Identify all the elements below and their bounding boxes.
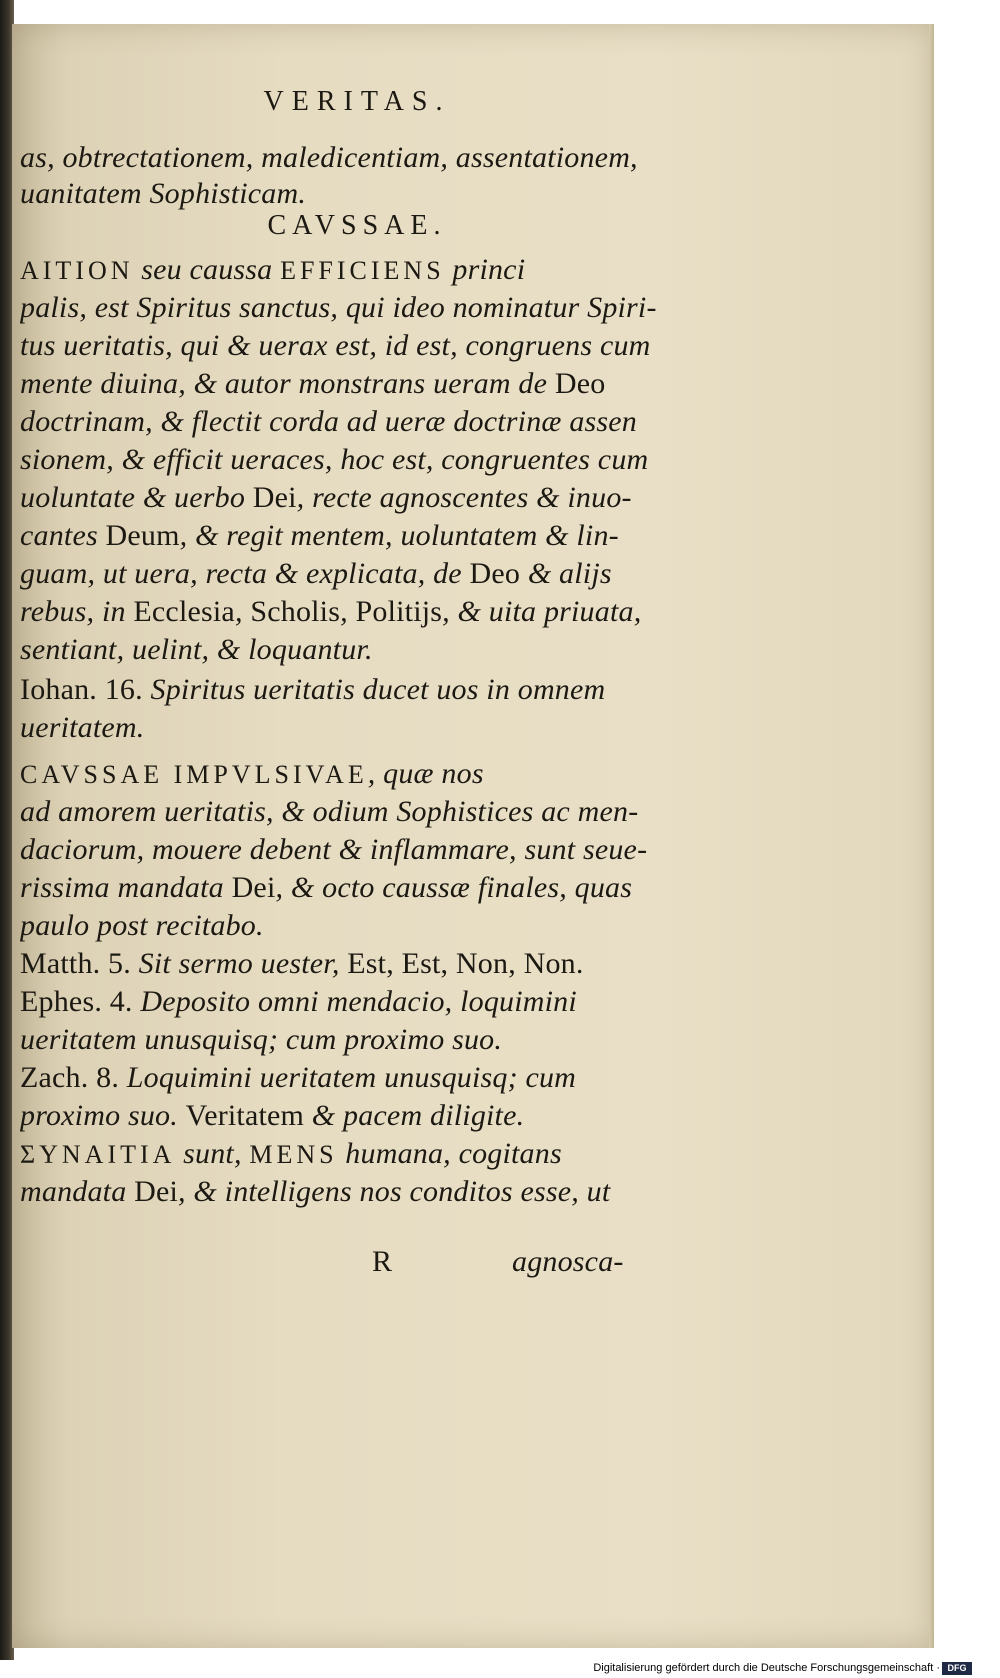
small-caps-word: ΣΥΝΑΙΤΙΑ (20, 1140, 176, 1169)
running-head: VERITAS. (263, 86, 451, 117)
text-line (20, 1096, 710, 1136)
italic-run: as, obtrectationem, maledicentiam, assentationem, (20, 141, 638, 174)
text-line (20, 516, 710, 556)
italic-run: , (340, 595, 356, 628)
text-line (20, 868, 710, 908)
roman-word: Ecclesia (133, 595, 235, 628)
text-line (20, 670, 710, 710)
italic-run: princi (444, 253, 526, 286)
roman-word: Ephes. 4. (20, 985, 133, 1018)
text-line (20, 1172, 710, 1212)
roman-word: Dei (231, 871, 276, 904)
roman-word: Scholis (250, 595, 341, 628)
italic-run: sionem, & efficit ueraces, hoc est, congruentes cum (20, 443, 649, 476)
italic-run: ueritatem. (20, 711, 145, 744)
text-line (20, 554, 710, 594)
italic-run: rebus, in (20, 595, 134, 628)
italic-run: mente diuina, & autor monstrans ueram de (20, 367, 555, 400)
small-caps-word: EFFICIENS (280, 256, 445, 285)
text-line (20, 792, 710, 832)
text-line (20, 364, 710, 404)
roman-word: Deo (469, 557, 521, 590)
text-line (20, 1134, 710, 1174)
text-line (20, 982, 710, 1022)
text-line (20, 830, 710, 870)
italic-run: Spiritus ueritatis ducet uos in omnem (142, 673, 606, 706)
italic-run: Sit sermo uester, (130, 947, 348, 980)
italic-run: rissima mandata (20, 871, 232, 904)
dfg-logo: DFG (942, 1662, 972, 1675)
italic-run: uoluntate & uerbo (20, 481, 253, 514)
roman-word: Deum (105, 519, 180, 552)
roman-word: Iohan. 16. (20, 673, 143, 706)
text-line (20, 288, 710, 328)
italic-run: cantes (20, 519, 106, 552)
italic-run: , quæ nos (367, 757, 484, 790)
roman-word: Matth. 5. (20, 947, 131, 980)
italic-run: daciorum, mouere debent & inflammare, sunt seue- (20, 833, 648, 866)
italic-run: , & octo caussæ finales, quas (275, 871, 633, 904)
italic-run: uanitatem Sophisticam. (20, 177, 307, 210)
book-page (12, 24, 934, 1648)
heading-causae: CAVSSAE. (267, 210, 447, 241)
italic-run: , & uita priuata, (442, 595, 642, 628)
italic-run: proximo suo. (20, 1099, 186, 1132)
roman-word: Dei (252, 481, 297, 514)
text-line (20, 250, 710, 290)
italic-run: ueritatem unusquisq; cum proximo suo. (20, 1023, 503, 1056)
roman-word: Est, Est, Non, Non. (347, 947, 584, 980)
italic-run: mandata (20, 1175, 135, 1208)
italic-run: Deposito omni mendacio, loquimini (132, 985, 577, 1018)
italic-run: Loquimini ueritatem unusquisq; cum (119, 1061, 577, 1094)
roman-word: Zach. 8. (20, 1061, 120, 1094)
roman-word: Deo (554, 367, 606, 400)
italic-run: seu caussa (133, 253, 281, 286)
italic-run: tus ueritatis, qui & uerax est, id est, congruens cum (20, 329, 651, 362)
roman-word: Politijs (355, 595, 443, 628)
roman-word: Dei (134, 1175, 179, 1208)
text-line (20, 708, 710, 748)
italic-run: , (234, 595, 251, 628)
italic-run: paulo post recitabo. (20, 909, 264, 942)
text-line (20, 478, 710, 518)
italic-run: , & regit mentem, uoluntatem & lin- (179, 519, 619, 552)
italic-run: & alijs (520, 557, 612, 590)
footer-note: Digitalisierung gefördert durch die Deutsche Forschungsgemeinschaft · (593, 1662, 940, 1674)
roman-word: Veritatem (185, 1099, 305, 1132)
italic-run: guam, ut uera, recta & explicata, de (20, 557, 470, 590)
italic-run: , recte agnoscentes & inuo- (296, 481, 632, 514)
signature-mark: R (372, 1245, 393, 1278)
small-caps-word: CAVSSAE IMPVLSIVAE (20, 760, 368, 789)
text-line (20, 174, 710, 214)
text-line (20, 906, 710, 946)
italic-run: sentiant, uelint, & loquantur. (20, 633, 373, 666)
text-line (20, 1020, 710, 1060)
italic-run: palis, est Spiritus sanctus, qui ideo nominatur Spiri- (20, 291, 657, 324)
italic-run: ad amorem ueritatis, & odium Sophistices ac men- (20, 795, 639, 828)
small-caps-word: AITION (20, 256, 134, 285)
italic-run: doctrinam, & flectit corda ad ueræ doctrinæ assen (20, 405, 637, 438)
italic-run: , & intelligens nos conditos esse, ut (178, 1175, 611, 1208)
catchword: agnosca- (512, 1245, 624, 1278)
text-line (20, 440, 710, 480)
text-line (20, 944, 710, 984)
italic-run: humana, cogitans (337, 1137, 562, 1170)
text-line (20, 402, 710, 442)
italic-run: & pacem diligite. (304, 1099, 525, 1132)
page-text (12, 24, 934, 1648)
italic-run: sunt, (175, 1137, 250, 1170)
text-line (20, 630, 710, 670)
small-caps-word: MENS (249, 1140, 338, 1169)
text-line (20, 592, 710, 632)
text-line (20, 138, 710, 178)
text-line (20, 1058, 710, 1098)
text-line (20, 754, 710, 794)
text-line (20, 326, 710, 366)
